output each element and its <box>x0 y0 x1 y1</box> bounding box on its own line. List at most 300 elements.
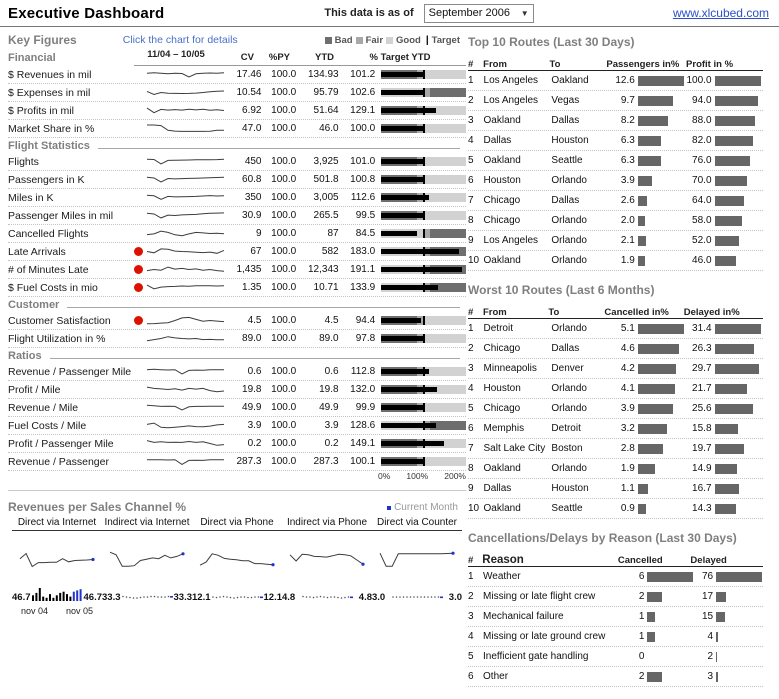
rank-cell: 1 <box>468 75 474 86</box>
key-figure-label: $ Profits in mil <box>8 104 74 117</box>
reason-cell: Weather <box>483 571 521 582</box>
bullet-measure-bar <box>381 90 425 95</box>
current-month-dot-icon <box>387 506 391 510</box>
from-cell: Chicago <box>483 195 521 206</box>
channel-axis-labels <box>21 606 93 616</box>
key-figures-panel <box>0 27 466 699</box>
channel-sparkline[interactable] <box>288 545 366 575</box>
sales-channels-section <box>8 490 466 616</box>
chevron-down-icon: ▼ <box>520 8 529 18</box>
bar-cell <box>638 444 686 454</box>
column-header: To <box>549 59 561 70</box>
value-ytd: 3.9 <box>324 420 339 431</box>
value-cell: 3.9 <box>620 175 635 186</box>
table-row <box>468 379 763 399</box>
bar-cell <box>715 156 763 166</box>
bullet-target-tick <box>423 106 425 115</box>
legend-target-label: Target <box>431 34 460 46</box>
value-cell: 70.0 <box>692 175 712 186</box>
value-target: 100.1 <box>350 456 376 467</box>
value-ytd: 501.8 <box>313 174 339 185</box>
from-cell: Los Angeles <box>483 235 539 246</box>
channel-header: Direct via Internet <box>17 517 97 528</box>
rank-cell: 5 <box>468 651 474 662</box>
section-divider <box>50 358 460 359</box>
rank-cell: 5 <box>468 155 474 166</box>
mini-strip <box>211 587 263 607</box>
key-figure-row <box>8 261 466 279</box>
value-bar <box>638 344 679 354</box>
bullet-measure-bar <box>381 126 423 131</box>
axis-0: 0% <box>378 471 391 481</box>
to-cell: Houston <box>551 483 589 494</box>
to-cell: Vegas <box>551 95 580 106</box>
from-cell: Memphis <box>483 423 525 434</box>
to-cell: Denver <box>551 363 584 374</box>
value-bar <box>715 464 737 474</box>
value-cell: 3.2 <box>620 423 635 434</box>
key-figure-row <box>8 84 466 102</box>
bar-cell <box>638 136 686 146</box>
bar-cell <box>638 216 686 226</box>
bar-cell <box>716 592 763 602</box>
value-target: 112.6 <box>350 192 376 203</box>
key-figure-row <box>8 330 466 348</box>
bullet-chart <box>381 265 466 274</box>
bullet-chart <box>381 385 466 394</box>
channel-sparkline[interactable] <box>198 545 276 575</box>
section-row <box>8 297 466 312</box>
bar-cell <box>638 464 686 474</box>
value-bar <box>715 176 747 186</box>
bullet-target-tick <box>423 211 425 220</box>
channel-column <box>282 531 372 616</box>
value-ytd: 89.0 <box>319 333 339 344</box>
bullet-chart <box>381 367 466 376</box>
bullet-measure-bar <box>381 285 438 290</box>
trend-sparkline[interactable] <box>145 103 227 119</box>
bar-cell <box>638 484 686 494</box>
bad-swatch-icon <box>325 37 332 44</box>
key-figure-label: Revenue / Passenger Mile <box>8 365 132 378</box>
value-bar <box>638 236 646 246</box>
bullet-chart <box>381 403 466 412</box>
value-bar <box>638 364 676 374</box>
value-cell: 4.2 <box>620 363 635 374</box>
value-bar <box>715 256 736 266</box>
value-cv: 0.6 <box>247 366 262 377</box>
key-figure-label: Flight Utilization in % <box>8 332 106 345</box>
channel-header: Direct via Phone <box>200 517 274 528</box>
value-target: 101.2 <box>350 69 376 80</box>
reasons-table <box>468 531 763 687</box>
value-cell: 6.3 <box>620 135 635 146</box>
bar-cell <box>715 256 763 266</box>
value-bar <box>715 116 755 126</box>
bar-cell <box>716 572 763 582</box>
rank-cell: 6 <box>468 671 474 682</box>
value-cell: 52.0 <box>692 235 712 246</box>
value-bar <box>638 464 655 474</box>
rank-cell: 5 <box>468 403 474 414</box>
rank-cell: 10 <box>468 503 480 514</box>
channel-header: Indirect via Internet <box>104 517 190 528</box>
alert-indicator-cell <box>131 283 144 292</box>
section-label: Financial <box>8 51 56 64</box>
from-cell: Dallas <box>483 135 512 146</box>
bullet-measure-bar <box>381 423 436 428</box>
axis-end-label: nov 05 <box>65 606 93 616</box>
column-header: # <box>468 307 474 318</box>
bullet-measure-bar <box>381 108 436 113</box>
bar-cell <box>638 256 686 266</box>
from-cell: Oakland <box>483 115 521 126</box>
section-label: Customer <box>8 298 60 311</box>
value-cell: 17 <box>701 591 714 602</box>
bullet-target-tick <box>423 247 425 256</box>
current-month-label: Current Month <box>394 501 458 513</box>
bar-cell <box>715 116 763 126</box>
bullet-measure-bar <box>381 249 459 254</box>
mini-strip <box>121 587 173 607</box>
value-cell: 2 <box>638 671 645 682</box>
channel-column <box>192 531 282 616</box>
to-cell: Orlando <box>551 175 587 186</box>
from-cell: Oakland <box>483 255 521 266</box>
table-header <box>468 549 763 567</box>
rank-cell: 4 <box>468 135 474 146</box>
value-bar <box>715 404 753 414</box>
value-cv: 0.2 <box>247 438 262 449</box>
trend-sparkline[interactable] <box>145 190 227 206</box>
trend-sparkline[interactable] <box>145 313 227 329</box>
trend-sparkline[interactable] <box>145 436 227 452</box>
value-bar <box>715 136 753 146</box>
chart-details-link[interactable]: Click the chart for details <box>122 34 238 46</box>
value-bar <box>716 652 717 662</box>
alert-indicator-cell <box>131 247 144 256</box>
table-title: Cancellations/Delays by Reason (Last 30 Days) <box>468 531 737 545</box>
trend-sparkline[interactable] <box>145 85 227 101</box>
value-bar <box>715 76 761 86</box>
value-cell: 16.7 <box>692 483 712 494</box>
value-ytd: 0.6 <box>324 366 339 377</box>
channel-sparkline[interactable] <box>378 545 456 575</box>
alert-indicator-cell <box>131 316 144 325</box>
value-bar <box>638 116 668 126</box>
bullet-chart <box>381 88 466 97</box>
value-cell: 2.1 <box>620 235 635 246</box>
bullet-band <box>424 211 466 220</box>
alert-indicator-cell <box>131 265 144 274</box>
start-value: 4.8 <box>282 591 296 603</box>
trend-sparkline[interactable] <box>145 262 227 278</box>
start-value: 33.3 <box>102 591 121 603</box>
bullet-target-tick <box>423 421 425 430</box>
rank-cell: 2 <box>468 343 474 354</box>
key-figure-label: $ Fuel Costs in mio <box>8 281 98 294</box>
trend-sparkline[interactable] <box>145 244 227 260</box>
legend-good-label: Good <box>396 34 421 46</box>
value-bar <box>638 424 667 434</box>
value-cell: 0.9 <box>620 503 635 514</box>
bullet-chart <box>381 334 466 343</box>
key-figure-row <box>8 399 466 417</box>
table-row <box>468 319 763 339</box>
mini-strip <box>31 587 83 607</box>
channel-values <box>102 587 192 607</box>
bar-cell <box>715 384 763 394</box>
from-cell: Houston <box>483 383 521 394</box>
value-cell: 6 <box>638 571 645 582</box>
bullet-band <box>424 316 466 325</box>
channel-header: Indirect via Phone <box>286 517 368 528</box>
key-figure-label: Fuel Costs / Mile <box>8 419 87 432</box>
value-cell: 100.0 <box>686 75 712 86</box>
table-row <box>468 231 763 251</box>
value-bar <box>647 672 662 682</box>
to-cell: Orlando <box>551 383 587 394</box>
value-ytd: 4.5 <box>324 315 339 326</box>
value-cell: 4.1 <box>620 383 635 394</box>
bullet-target-tick <box>423 367 425 376</box>
value-cell: 6.3 <box>620 155 635 166</box>
value-cell: 5.1 <box>620 323 635 334</box>
key-figure-label: Profit / Passenger Mile <box>8 437 114 450</box>
from-cell: Salt Lake City <box>483 443 546 454</box>
value-bar <box>715 216 742 226</box>
key-figure-row <box>8 189 466 207</box>
bar-cell <box>638 404 686 414</box>
value-bar <box>715 156 750 166</box>
value-ytd: 49.9 <box>319 402 339 413</box>
table-row <box>468 439 763 459</box>
to-cell: Boston <box>551 443 583 454</box>
xlcubed-link[interactable]: www.xlcubed.com <box>672 6 769 20</box>
value-py: 100.0 <box>271 228 297 239</box>
bar-cell <box>715 404 763 414</box>
trend-sparkline[interactable] <box>145 208 227 224</box>
bar-cell <box>638 236 686 246</box>
value-cv: 49.9 <box>242 402 262 413</box>
key-figure-row <box>8 102 466 120</box>
bullet-measure-bar <box>381 318 421 323</box>
value-cell: 0 <box>638 651 645 662</box>
bar-cell <box>715 364 763 374</box>
bar-cell <box>638 364 686 374</box>
value-target: 128.6 <box>350 420 376 431</box>
value-cell: 94.0 <box>692 95 712 106</box>
value-cell: 21.7 <box>692 383 712 394</box>
value-bar <box>716 592 726 602</box>
value-py: 100.0 <box>271 438 297 449</box>
value-bar <box>715 504 736 514</box>
value-bar <box>715 384 747 394</box>
key-figure-label: Passenger Miles in mil <box>8 209 114 222</box>
channel-sparkline[interactable] <box>108 545 186 575</box>
value-target: 100.8 <box>350 174 376 185</box>
trend-sparkline[interactable] <box>145 226 227 242</box>
value-cell: 26.3 <box>692 343 712 354</box>
key-figure-label: Miles in K <box>8 191 54 204</box>
bar-cell <box>638 156 686 166</box>
value-cell: 19.7 <box>692 443 712 454</box>
bar-cell <box>638 116 686 126</box>
rank-cell: 4 <box>468 631 474 642</box>
key-figure-label: Flights <box>8 155 39 168</box>
bullet-target-tick <box>423 193 425 202</box>
bar-cell <box>715 324 763 334</box>
col-ytd: YTD <box>315 51 334 63</box>
key-figure-label: Revenue / Mile <box>8 401 79 414</box>
trend-sparkline[interactable] <box>145 67 227 83</box>
table-row <box>468 339 763 359</box>
trend-sparkline[interactable] <box>145 454 227 470</box>
trend-sparkline[interactable] <box>145 331 227 347</box>
value-bar <box>715 444 744 454</box>
value-cell: 2 <box>638 591 645 602</box>
table-row <box>468 479 763 499</box>
bar-cell <box>638 344 686 354</box>
table-row <box>468 499 763 519</box>
routes-panel <box>466 27 771 699</box>
table-header <box>468 301 763 319</box>
key-figure-row <box>8 279 466 297</box>
bullet-band <box>424 367 466 376</box>
bullet-axis <box>8 471 466 484</box>
value-target: 112.8 <box>350 366 376 377</box>
value-py: 100.0 <box>271 210 297 221</box>
section-row <box>8 348 466 363</box>
value-cell: 82.0 <box>692 135 712 146</box>
bullet-measure-bar <box>381 159 424 164</box>
value-bar <box>638 76 684 86</box>
trend-sparkline[interactable] <box>145 418 227 434</box>
value-target: 129.1 <box>350 105 376 116</box>
trend-sparkline[interactable] <box>145 364 227 380</box>
bar-cell <box>647 592 694 602</box>
value-cell: 2.8 <box>620 443 635 454</box>
key-figure-label: Revenue / Passenger <box>8 455 109 468</box>
value-py: 100.0 <box>271 384 297 395</box>
from-cell: Houston <box>483 175 521 186</box>
table-row <box>468 251 763 271</box>
section-row <box>8 138 466 153</box>
bar-cell <box>716 612 763 622</box>
rank-cell: 6 <box>468 175 474 186</box>
value-ytd: 3,925 <box>313 156 339 167</box>
value-ytd: 19.8 <box>319 384 339 395</box>
bullet-band <box>424 157 466 166</box>
value-cell: 31.4 <box>692 323 712 334</box>
channel-sparkline[interactable] <box>18 545 96 575</box>
from-cell: Los Angeles <box>483 75 539 86</box>
column-header: Delayed <box>690 555 727 566</box>
end-value: 12.1 <box>263 591 282 603</box>
section-label: Ratios <box>8 349 42 362</box>
value-target: 94.4 <box>355 315 376 326</box>
period-dropdown[interactable] <box>424 4 534 23</box>
rank-cell: 3 <box>468 363 474 374</box>
to-cell: Orlando <box>551 323 587 334</box>
channel-column <box>102 531 192 616</box>
trend-sparkline[interactable] <box>145 280 227 296</box>
reason-cell: Missing or late flight crew <box>483 591 596 602</box>
value-bar <box>716 632 718 642</box>
bullet-target-tick <box>423 88 425 97</box>
key-figure-row <box>8 171 466 189</box>
bullet-band <box>424 193 466 202</box>
key-figure-row <box>8 225 466 243</box>
key-figure-row <box>8 153 466 171</box>
table-row <box>468 111 763 131</box>
bar-cell <box>716 672 763 682</box>
value-cell: 12.6 <box>615 75 635 86</box>
bullet-measure-bar <box>381 177 424 182</box>
col-target-ytd: % Target YTD <box>369 51 431 63</box>
value-bar <box>715 236 739 246</box>
table-row <box>468 647 763 667</box>
to-cell: Oakland <box>551 75 589 86</box>
value-cv: 30.9 <box>242 210 262 221</box>
current-month-legend <box>387 502 458 513</box>
table-row <box>468 131 763 151</box>
bullet-band <box>430 229 466 238</box>
table-row <box>468 567 763 587</box>
value-cell: 8.2 <box>620 115 635 126</box>
key-figure-row <box>8 312 466 330</box>
to-cell: Seattle <box>551 155 583 166</box>
value-py: 100.0 <box>271 246 297 257</box>
trend-sparkline[interactable] <box>145 382 227 398</box>
value-bar <box>638 196 647 206</box>
col-cv: CV <box>240 51 254 63</box>
bar-cell <box>715 424 763 434</box>
value-py: 100.0 <box>271 402 297 413</box>
bullet-target-tick <box>423 175 425 184</box>
to-cell: Orlando <box>551 403 587 414</box>
value-cv: 350 <box>244 192 262 203</box>
channel-values <box>282 587 372 607</box>
rank-cell: 9 <box>468 483 474 494</box>
value-py: 100.0 <box>271 156 297 167</box>
bullet-target-tick <box>423 403 425 412</box>
trend-sparkline[interactable] <box>145 400 227 416</box>
trend-sparkline[interactable] <box>145 154 227 170</box>
value-bar <box>716 672 718 682</box>
column-header: Cancelled <box>617 555 663 566</box>
key-figure-label: $ Revenues in mil <box>8 68 92 81</box>
value-cell: 88.0 <box>692 115 712 126</box>
value-cv: 10.54 <box>236 87 262 98</box>
value-cv: 17.46 <box>236 69 262 80</box>
mini-strip <box>391 587 443 607</box>
channel-column <box>372 531 462 616</box>
value-cell: 25.6 <box>692 403 712 414</box>
table-row <box>468 667 763 687</box>
bullet-target-tick <box>423 283 425 292</box>
from-cell: Oakland <box>483 155 521 166</box>
value-cell: 76.0 <box>692 155 712 166</box>
trend-sparkline[interactable] <box>145 172 227 188</box>
channel-values <box>192 587 282 607</box>
trend-sparkline[interactable] <box>145 121 227 137</box>
value-cv: 6.92 <box>242 105 262 116</box>
alert-icon <box>134 247 143 256</box>
value-ytd: 10.71 <box>313 282 339 293</box>
value-ytd: 12,343 <box>307 264 339 275</box>
value-target: 102.6 <box>350 87 376 98</box>
